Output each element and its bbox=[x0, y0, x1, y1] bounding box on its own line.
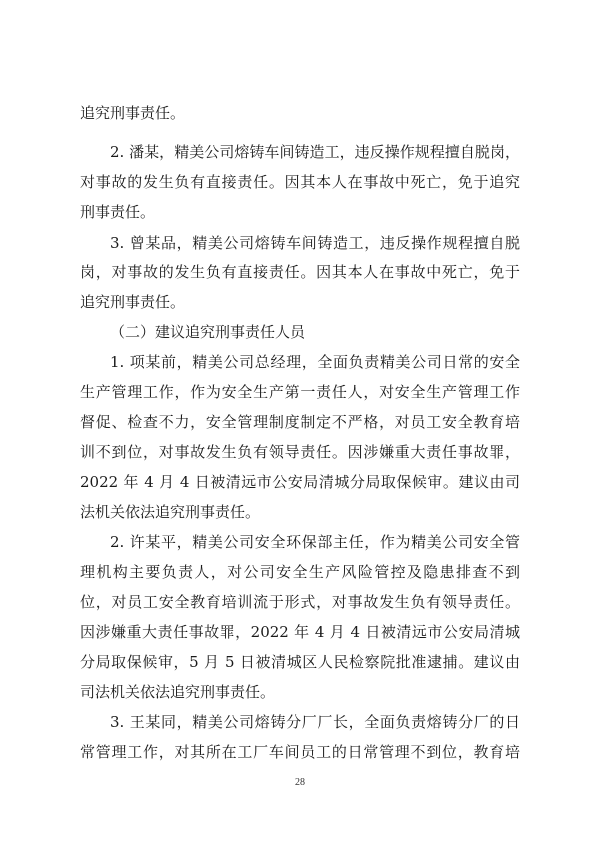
text-line: 理机构主要负责人，对公司安全生产风险管控及隐患排查不到 bbox=[80, 563, 520, 581]
text-line: 位，对员工安全教育培训流于形式，对事故发生负有领导责任。 bbox=[80, 593, 520, 611]
text-line: 督促、检查不力，安全管理制度制定不严格，对员工安全教育培 bbox=[80, 413, 520, 431]
text-line: 法机关依法追究刑事责任。 bbox=[80, 503, 261, 521]
text-line: 岗，对事故的发生负有直接责任。因其本人在事故中死亡，免于 bbox=[80, 263, 520, 281]
text-line: 司法机关依法追究刑事责任。 bbox=[80, 683, 276, 701]
text-line: 2. 许某平，精美公司安全环保部主任，作为精美公司安全管 bbox=[110, 533, 520, 551]
text-line: 1. 项某前，精美公司总经理，全面负责精美公司日常的安全 bbox=[110, 353, 520, 371]
section-heading: （二）建议追究刑事责任人员 bbox=[110, 323, 306, 341]
text-line: 追究刑事责任。 bbox=[80, 104, 186, 122]
text-line: 刑事责任。 bbox=[80, 203, 156, 221]
text-line: 常管理工作，对其所在工厂车间员工的日常管理不到位，教育培 bbox=[80, 743, 520, 761]
page-number: 28 bbox=[295, 777, 305, 788]
text-line: 3. 王某同，精美公司熔铸分厂厂长，全面负责熔铸分厂的日 bbox=[110, 713, 520, 731]
text-line: 2022 年 4 月 4 日被清远市公安局清城分局取保候审。建议由司 bbox=[80, 473, 520, 491]
text-line: 训不到位，对事故发生负有领导责任。因涉嫌重大责任事故罪， bbox=[80, 443, 520, 461]
text-line: 对事故的发生负有直接责任。因其本人在事故中死亡，免于追究 bbox=[80, 173, 520, 191]
text-line: 生产管理工作，作为安全生产第一责任人，对安全生产管理工作 bbox=[80, 383, 520, 401]
text-line: 3. 曾某品，精美公司熔铸车间铸造工，违反操作规程擅自脱 bbox=[110, 234, 520, 252]
text-line: 因涉嫌重大责任事故罪，2022 年 4 月 4 日被清远市公安局清城 bbox=[80, 623, 520, 641]
text-line: 分局取保候审，5 月 5 日被清城区人民检察院批准逮捕。建议由 bbox=[80, 653, 520, 671]
text-line: 2. 潘某，精美公司熔铸车间铸造工，违反操作规程擅自脱岗， bbox=[110, 143, 520, 161]
text-line: 追究刑事责任。 bbox=[80, 293, 186, 311]
